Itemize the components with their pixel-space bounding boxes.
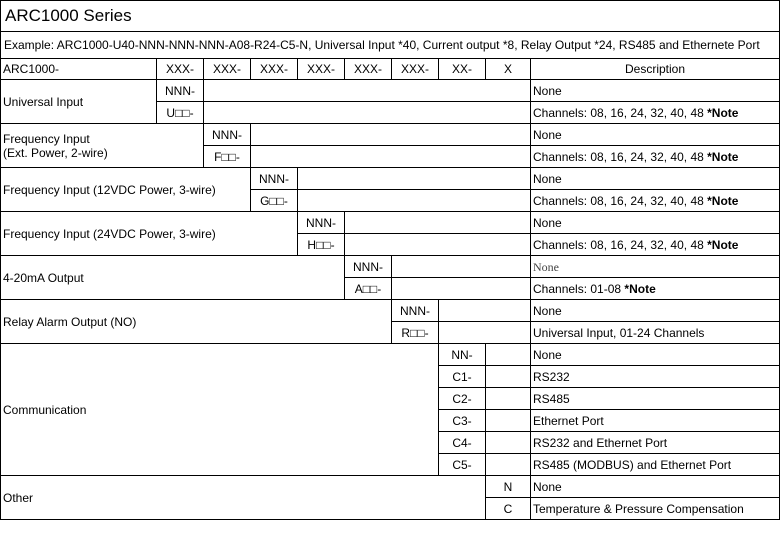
header-code-6: XXX- (392, 59, 439, 80)
header-row (1, 59, 780, 80)
comm-desc: RS232 and Ethernet Port (531, 432, 780, 454)
comm-code: C1- (439, 366, 486, 388)
freq-24v-code-ch: H□□- (298, 234, 345, 256)
header-model: ARC1000- (1, 59, 157, 80)
comm-desc: RS232 (531, 366, 780, 388)
freq-ext-code-none: NNN- (204, 124, 251, 146)
comm-code: C2- (439, 388, 486, 410)
other-code: N (486, 476, 531, 498)
table-title: ARC1000 Series (1, 1, 780, 32)
universal-desc-ch: Channels: 08, 16, 24, 32, 40, 48 *Note (531, 102, 780, 124)
note-label: *Note (707, 149, 739, 164)
freq-ext-desc-none: None (531, 124, 780, 146)
freq-12v-desc-none: None (531, 168, 780, 190)
relay-desc-none: None (531, 300, 780, 322)
relay-desc-ch: Universal Input, 01-24 Channels (531, 322, 780, 344)
table-row (1, 212, 780, 234)
freq-24v-desc-ch: Channels: 08, 16, 24, 32, 40, 48 *Note (531, 234, 780, 256)
communication-label: Communication (1, 344, 439, 476)
output-label: 4-20mA Output (1, 256, 345, 300)
freq-24v-label: Frequency Input (24VDC Power, 3-wire) (1, 212, 298, 256)
freq-ext-desc-ch: Channels: 08, 16, 24, 32, 40, 48 *Note (531, 146, 780, 168)
universal-desc-none: None (531, 80, 780, 102)
table-row (1, 256, 780, 278)
header-code-3: XXX- (251, 59, 298, 80)
comm-code: NN- (439, 344, 486, 366)
freq-24v-desc-none: None (531, 212, 780, 234)
comm-code: C5- (439, 454, 486, 476)
comm-desc: Ethernet Port (531, 410, 780, 432)
header-code-5: XXX- (345, 59, 392, 80)
freq-12v-label: Frequency Input (12VDC Power, 3-wire) (1, 168, 251, 212)
note-label: *Note (707, 237, 739, 252)
output-desc-none: None (531, 256, 780, 278)
freq-12v-desc-ch: Channels: 08, 16, 24, 32, 40, 48 *Note (531, 190, 780, 212)
universal-input-label: Universal Input (1, 80, 157, 124)
output-code-ch: A□□- (345, 278, 392, 300)
relay-code-none: NNN- (392, 300, 439, 322)
note-label: *Note (624, 281, 656, 296)
table-row (1, 168, 780, 190)
table-row (1, 476, 780, 498)
freq-ext-label: Frequency Input (Ext. Power, 2-wire) (1, 124, 204, 168)
other-desc: Temperature & Pressure Compensation (531, 498, 780, 520)
header-code-2: XXX- (204, 59, 251, 80)
universal-code-ch: U□□- (157, 102, 204, 124)
header-code-4: XXX- (298, 59, 345, 80)
comm-desc: RS485 (531, 388, 780, 410)
header-description: Description (531, 59, 780, 80)
freq-12v-code-ch: G□□- (251, 190, 298, 212)
universal-code-none: NNN- (157, 80, 204, 102)
output-code-none: NNN- (345, 256, 392, 278)
comm-code: C3- (439, 410, 486, 432)
table-row (1, 344, 780, 366)
relay-code-ch: R□□- (392, 322, 439, 344)
freq-24v-code-none: NNN- (298, 212, 345, 234)
freq-ext-code-ch: F□□- (204, 146, 251, 168)
other-desc: None (531, 476, 780, 498)
table-row (1, 124, 780, 146)
relay-label: Relay Alarm Output (NO) (1, 300, 392, 344)
note-label: *Note (707, 105, 739, 120)
other-label: Other (1, 476, 486, 520)
header-code-1: XXX- (157, 59, 204, 80)
freq-12v-code-none: NNN- (251, 168, 298, 190)
comm-code: C4- (439, 432, 486, 454)
output-desc-ch: Channels: 01-08 *Note (531, 278, 780, 300)
comm-desc: RS485 (MODBUS) and Ethernet Port (531, 454, 780, 476)
other-code: C (486, 498, 531, 520)
table-row (1, 300, 780, 322)
table-row (1, 80, 780, 102)
example-text: Example: ARC1000-U40-NNN-NNN-NNN-A08-R24-C5-N, Universal Input *40, Current output *8, Relay Output *24, RS485 and Ethernete Port (1, 32, 780, 59)
header-code-7: XX- (439, 59, 486, 80)
header-code-8: X (486, 59, 531, 80)
note-label: *Note (707, 193, 739, 208)
comm-desc: None (531, 344, 780, 366)
